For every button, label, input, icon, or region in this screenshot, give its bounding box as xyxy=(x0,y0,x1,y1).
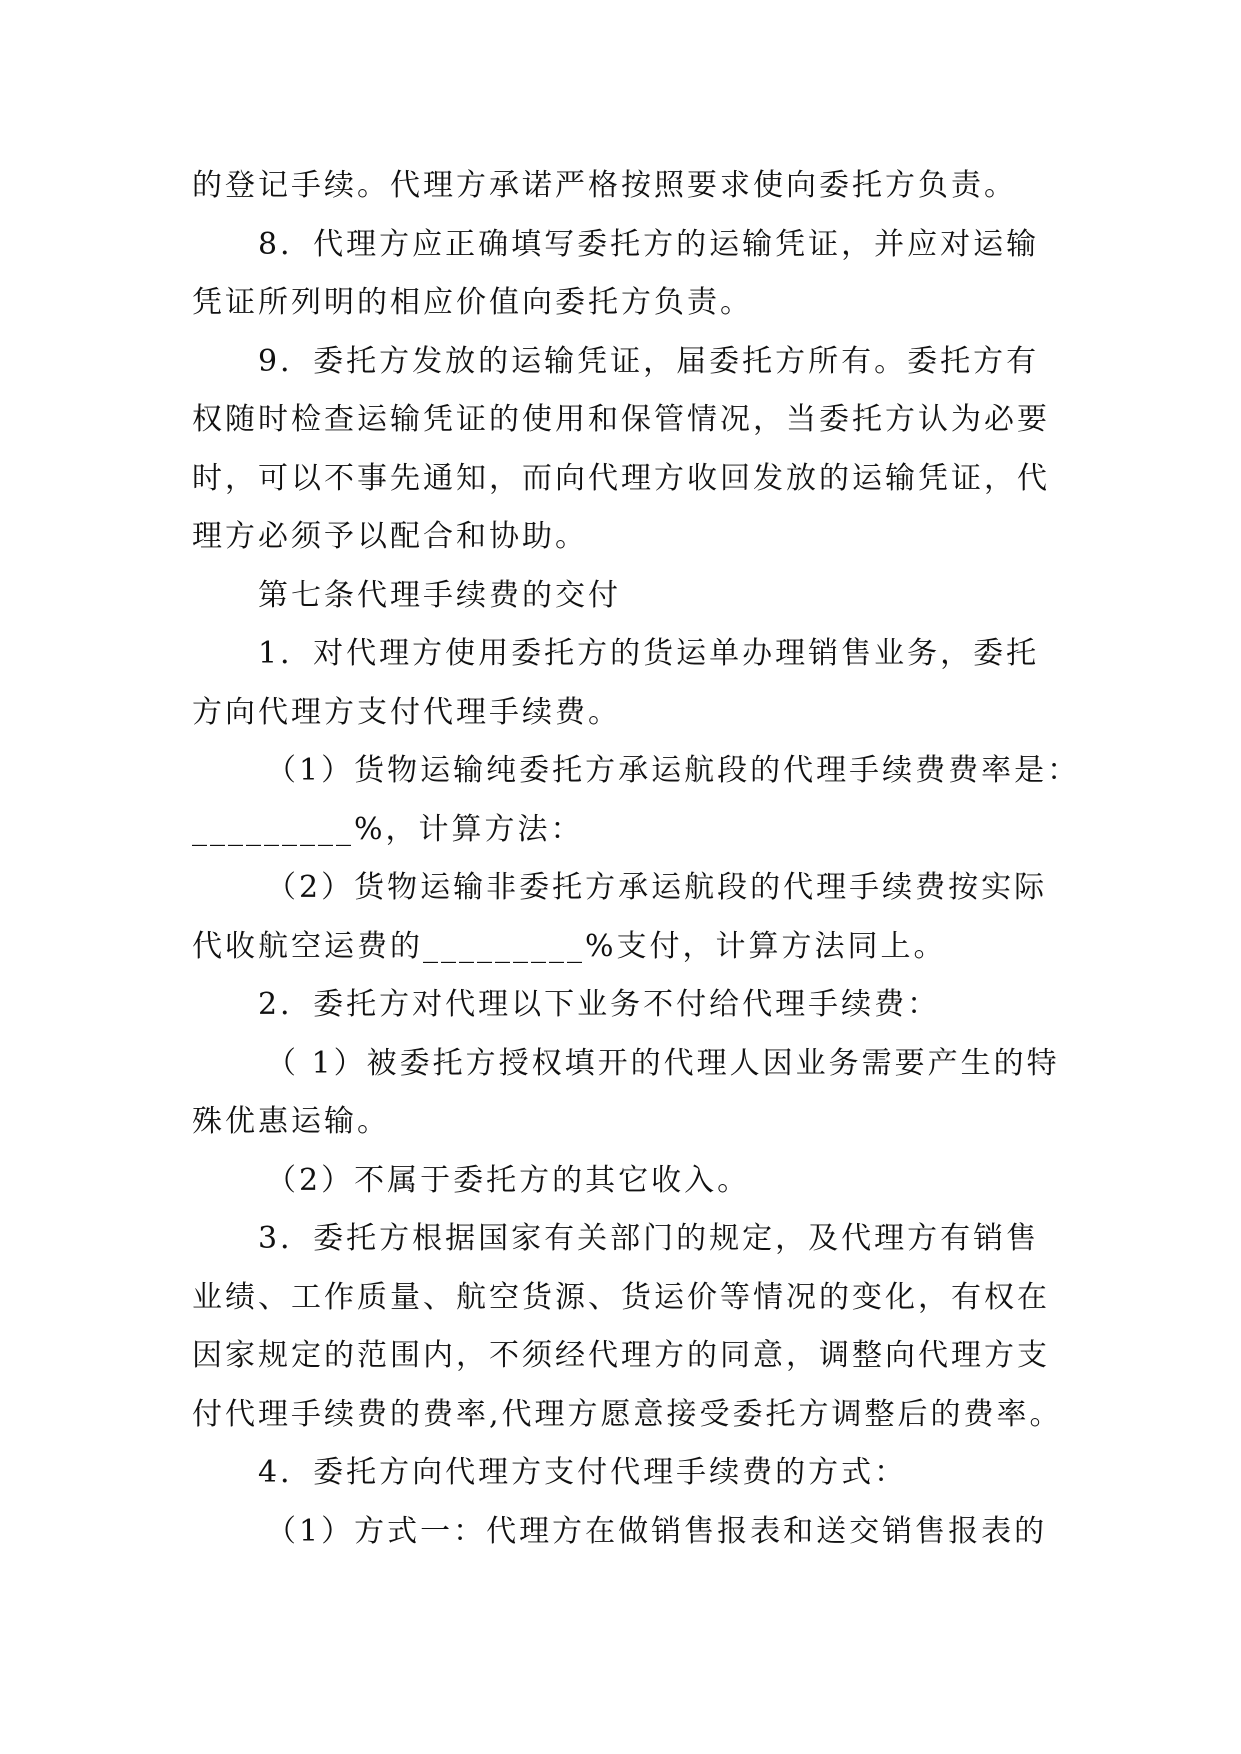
text-line: 付代理手续费的费率,代理方愿意接受委托方调整后的费率。 xyxy=(192,1396,1063,1432)
text-line: 凭证所列明的相应价值向委托方负责。 xyxy=(192,285,753,320)
text-line: 方向代理方支付代理手续费。 xyxy=(192,694,621,730)
text-line: （1）货物运输纯委托方承运航段的代理手续费费率是： xyxy=(266,753,1081,788)
text-line: 代收航空运费的_________%支付，计算方法同上。 xyxy=(192,928,947,964)
text-line: 时，可以不事先通知，而向代理方收回发放的运输凭证，代 xyxy=(192,460,1050,496)
text-line: 3．委托方根据国家有关部门的规定，及代理方有销售 xyxy=(258,1221,1040,1256)
text-line: 因家规定的范围内，不须经代理方的同意，调整向代理方支 xyxy=(192,1338,1050,1373)
text-line: 8．代理方应正确填写委托方的运输凭证，并应对运输 xyxy=(258,226,1040,262)
text-line: 2．委托方对代理以下业务不付给代理手续费： xyxy=(258,987,941,1022)
text-line: _________%，计算方法： xyxy=(192,811,584,847)
text-line: （ 1）被委托方授权填开的代理人因业务需要产生的特 xyxy=(266,1045,1060,1081)
text-line: （2）货物运输非委托方承运航段的代理手续费按实际 xyxy=(266,870,1048,905)
text-line: 9．委托方发放的运输凭证，届委托方所有。委托方有 xyxy=(258,343,1040,379)
document-body xyxy=(192,157,1082,1561)
text-line: 殊优惠运输。 xyxy=(192,1104,390,1139)
text-line: 权随时检查运输凭证的使用和保管情况，当委托方认为必要 xyxy=(192,402,1050,437)
section-heading: 第七条代理手续费的交付 xyxy=(258,577,621,613)
text-line: 4．委托方向代理方支付代理手续费的方式： xyxy=(258,1455,908,1490)
text-line: 理方必须予以配合和协助。 xyxy=(192,519,588,554)
text-line: （1）方式一：代理方在做销售报表和送交销售报表的 xyxy=(266,1513,1048,1549)
text-line: 业绩、工作质量、航空货源、货运价等情况的变化，有权在 xyxy=(192,1279,1050,1315)
text-line: （2）不属于委托方的其它收入。 xyxy=(266,1162,751,1198)
text-line: 的登记手续。代理方承诺严格按照要求使向委托方负责。 xyxy=(192,168,1017,203)
text-line: 1．对代理方使用委托方的货运单办理销售业务，委托 xyxy=(258,636,1040,671)
